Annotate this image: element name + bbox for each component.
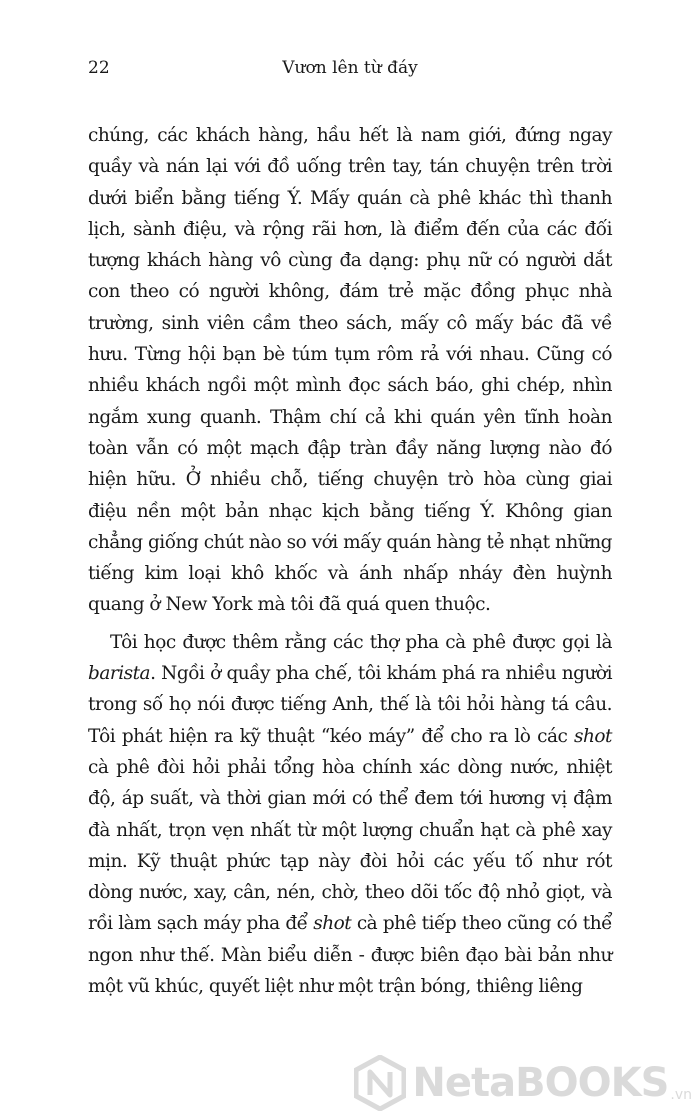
page-number: 22 <box>88 58 110 78</box>
running-header <box>88 58 612 82</box>
body-text <box>88 120 612 1002</box>
running-title: Vươn lên từ đáy <box>282 58 418 78</box>
italic-shot-2: shot <box>313 913 352 935</box>
netabooks-logo-icon <box>354 1055 406 1111</box>
paragraph-2-part-b: . Ngồi ở quầy pha chế, tôi khám phá ra nhiều người trong số họ nói được tiếng Anh, thế là tôi hỏi hàng tá câu. Tôi phát hiện ra kỹ thuật “kéo máy” để cho ra lò các <box>88 663 612 747</box>
paragraph-2-part-c: cà phê đòi hỏi phải tổng hòa chính xác dòng nước, nhiệt độ, áp suất, và thời gian mới có thể đem tới hương vị đậm đà nhất, trọn vẹn nhất từ một lượng chuẩn hạt cà phê xay mịn. Kỹ thuật phức tạp này đòi hỏi các yếu tố như rót dòng nước, xay, cân, nén, chờ, theo dõi tốc độ nhỏ giọt, và rồi làm sạch máy pha để <box>88 756 612 935</box>
watermark <box>354 1055 692 1111</box>
paragraph-2 <box>88 627 612 1003</box>
paragraph-2-part-a: Tôi học được thêm rằng các thợ pha cà phê được gọi là <box>110 631 612 653</box>
watermark-suffix: .vn <box>670 1087 692 1103</box>
italic-shot-1: shot <box>574 725 612 747</box>
italic-barista: barista <box>88 663 151 685</box>
paragraph-2-part-d: cà phê tiếp theo cũng có thể ngon như thế. Màn biểu diễn - được biên đạo bài bản như một vũ khúc, quyết liệt như một trận bóng, thiêng liêng <box>88 913 612 998</box>
watermark-brand: NetaBOOKS <box>412 1060 669 1106</box>
paragraph-1: chúng, các khách hàng, hầu hết là nam giới, đứng ngay quầy và nán lại với đồ uống trên tay, tán chuyện trên trời dưới biển bằng tiếng Ý. Mấy quán cà phê khác thì thanh lịch, sành điệu, và rộng rãi hơn, là điểm đến của các đối tượng khách hàng vô cùng đa dạng: phụ nữ có người dắt con theo có người không, đám trẻ mặc đồng phục nhà trường, sinh viên cầm theo sách, mấy cô mấy bác đã về hưu. Từng hội bạn bè túm tụm rôm rả với nhau. Cũng có nhiều khách ngồi một mình đọc sách báo, ghi chép, nhìn ngắm xung quanh. Thậm chí cả khi quán yên tĩnh hoàn toàn vẫn có một mạch đập tràn đầy năng lượng nào đó hiện hữu. Ở nhiều chỗ, tiếng chuyện trò hòa cùng giai điệu nền một bản nhạc kịch bằng tiếng Ý. Không gian chẳng giống chút nào so với mấy quán hàng tẻ nhạt những tiếng kim loại khô khốc và ánh nhấp nháy đèn huỳnh quang ở New York mà tôi đã quá quen thuộc. <box>88 125 612 616</box>
